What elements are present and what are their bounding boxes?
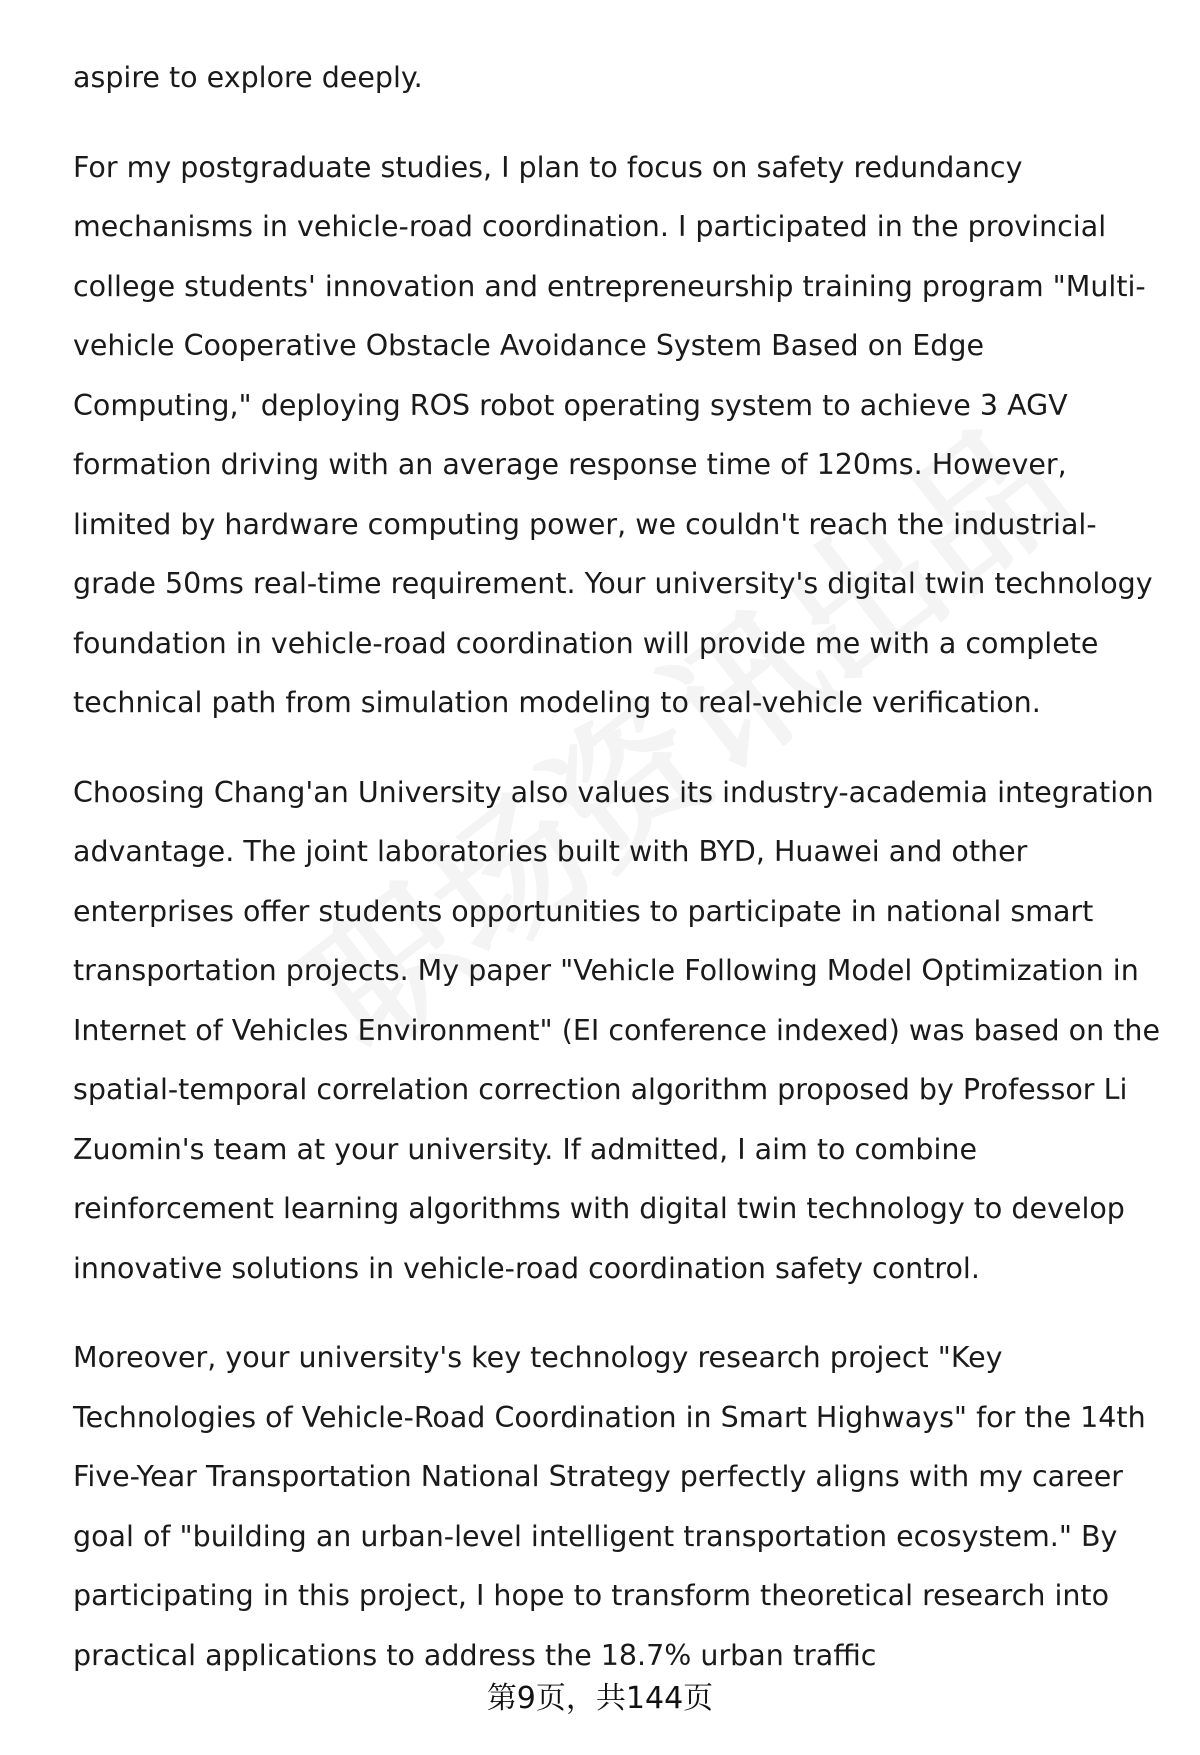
paragraph-research-focus: For my postgraduate studies, I plan to focus on safety redundancy mechanisms in vehicle-road coordination. I participated in the provincial college students' innovation and entrepreneurship training program "Multi-vehicle Cooperative Obstacle Avoidance System Based on Edge Computing," deploying ROS robot operating system to achieve 3 AGV formation driving with an average response time of 120ms. However, limited by hardware computing power, we couldn't reach the industrial-grade 50ms real-time requirement. Your university's digital twin technology foundation in vehicle-road coordination will provide me with a complete technical path from simulation modeling to real-vehicle verification. <box>73 150 1153 719</box>
body-text <box>73 48 1163 1715</box>
paragraph-industry-academia: Choosing Chang'an University also values its industry-academia integration advantage. The joint laboratories built with BYD, Huawei and other enterprises offer students opportunities to participate in national smart transportation projects. My paper "Vehicle Following Model Optimization in Internet of Vehicles Environment" (EI conference indexed) was based on the spatial-temporal correlation correction algorithm proposed by Professor Li Zuomin's team at your university. If admitted, I aim to combine reinforcement learning algorithms with digital twin technology to develop innovative solutions in vehicle-road coordination safety control. <box>73 775 1161 1285</box>
paragraph-continuation: aspire to explore deeply. <box>73 61 423 94</box>
paragraph-key-project: Moreover, your university's key technology research project "Key Technologies of Vehicle-Road Coordination in Smart Highways" for the 14th Five-Year Transportation National Strategy perfectly aligns with my career goal of "building an urban-level intelligent transportation ecosystem." By participating in this project, I hope to transform theoretical research into practical applications to address the 18.7% urban traffic <box>73 1341 1146 1672</box>
page-number: 第9页，共144页 <box>486 1681 714 1716</box>
